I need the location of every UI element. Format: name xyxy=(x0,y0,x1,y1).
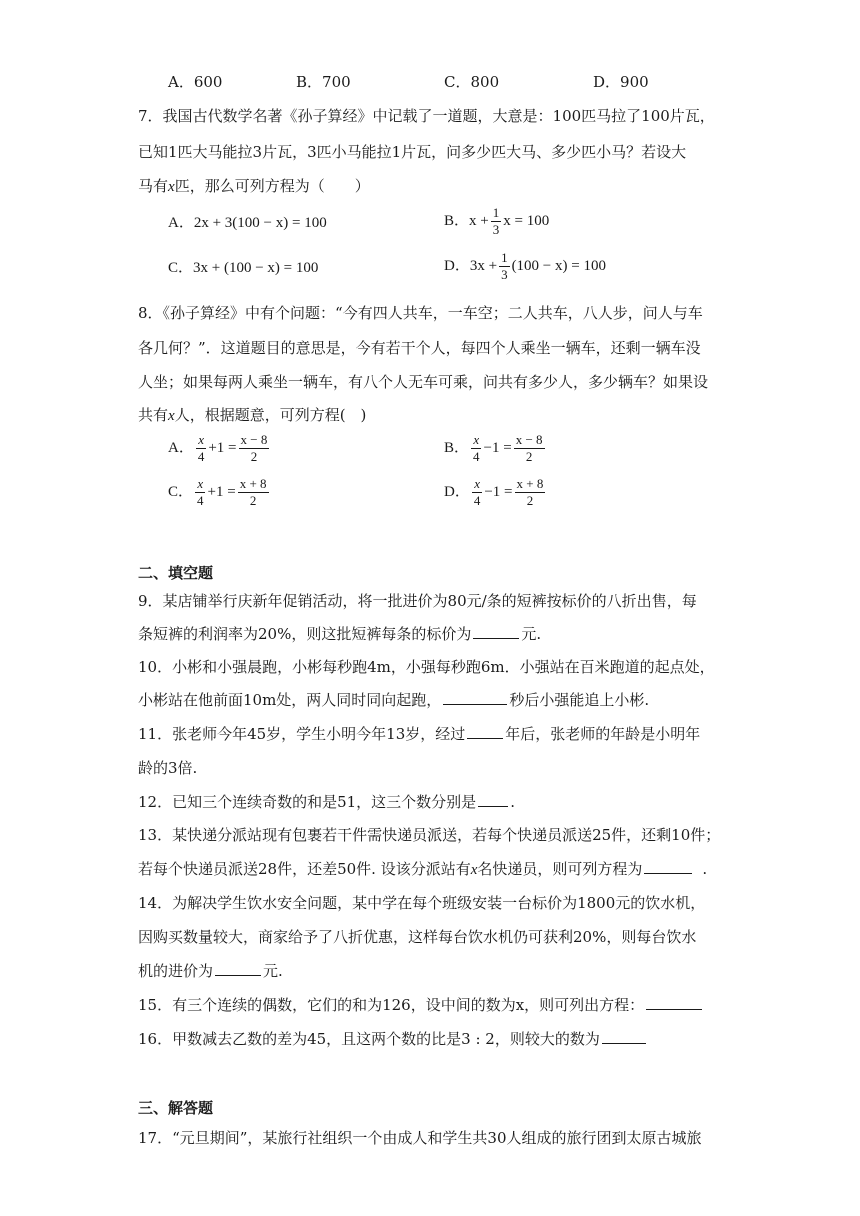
section-2-title: 二、填空题 xyxy=(138,564,214,582)
q11-text-b: 年后，张老师的年龄是小明年 xyxy=(505,725,701,743)
q7-option-a xyxy=(168,213,327,233)
q11-answer-blank[interactable] xyxy=(467,724,503,739)
q8-line-4-text-a: 共有 xyxy=(138,406,169,424)
q7-option-b-post: x = 100 xyxy=(503,212,550,229)
q15-line xyxy=(138,995,704,1015)
q12-answer-blank[interactable] xyxy=(478,792,508,807)
q10-line-2 xyxy=(138,690,649,710)
q6-option-b: B．700 xyxy=(296,73,351,91)
fraction-numerator: x xyxy=(197,476,204,491)
q8-variable-x: x xyxy=(168,408,175,424)
q8-option-c-left-fraction xyxy=(195,476,206,509)
q13-answer-blank[interactable] xyxy=(644,859,692,874)
q7-line-3 xyxy=(138,176,370,197)
fraction-denominator: 3 xyxy=(501,267,508,282)
q13-line-2 xyxy=(138,859,707,880)
q12-text-b: . xyxy=(510,793,515,811)
q8-option-a-right-fraction xyxy=(239,432,270,465)
q12-text-a: 12．已知三个连续奇数的和是51，这三个数分别是 xyxy=(138,793,477,811)
q7-option-a-label: A． xyxy=(168,215,194,231)
fraction-denominator: 4 xyxy=(473,493,481,508)
q14-line-1: 14．为解决学生饮水安全问题，某中学在每个班级安装一台标价为1800元的饮水机， xyxy=(138,894,706,912)
q9-answer-blank[interactable] xyxy=(473,624,519,639)
fraction-denominator: 2 xyxy=(250,449,258,464)
q8-option-label: B． xyxy=(444,439,470,456)
q10-text-a: 小彬站在他前面10m处，两人同时同向起跑， xyxy=(138,691,442,709)
fraction-denominator: 3 xyxy=(492,222,500,237)
q9-line-1: 9．某店铺举行庆新年促销活动，将一批进价为80元/条的短裤按标价的八折出售，每 xyxy=(138,592,697,610)
q8-option-label: A． xyxy=(168,439,194,456)
q8-option-a xyxy=(168,432,271,465)
q15-answer-blank[interactable] xyxy=(646,995,702,1010)
q7-line-2: 已知1匹大马能拉3片瓦，3匹小马能拉1片瓦，问多少匹大马、多少匹小马？若设大 xyxy=(138,143,687,161)
q7-option-d xyxy=(444,250,606,283)
q14-text-a: 机的进价为 xyxy=(138,962,214,980)
q10-answer-blank[interactable] xyxy=(443,690,507,705)
q13-text-a: 若每个快递员派送28件，还差50件. 设该分派站有 xyxy=(138,860,471,878)
q7-option-b xyxy=(444,205,549,238)
q7-option-d-label: D． xyxy=(444,257,470,274)
fraction-numerator: x + 8 xyxy=(239,476,267,491)
q7-line-3-text-a: 马有 xyxy=(138,177,169,195)
q6-option-c: C．800 xyxy=(444,73,500,91)
q7-option-a-equation: 2x + 3(100 − x) = 100 xyxy=(193,215,327,231)
q10-text-b: 秒后小强能追上小彬. xyxy=(509,691,650,709)
q8-line-3: 人坐；如果每两人乘坐一辆车，有八个人无车可乘，问共有多少人，多少辆车？如果设 xyxy=(138,373,709,391)
q8-line-4-text-b: 人，根据题意，可列方程( ) xyxy=(174,406,367,424)
q16-answer-blank[interactable] xyxy=(602,1029,646,1044)
q8-line-4 xyxy=(138,405,366,426)
q17-line-1: 17．“元旦期间”，某旅行社组织一个由成人和学生共30人组成的旅行团到太原古城旅 xyxy=(138,1129,702,1147)
q8-option-operator: +1 = xyxy=(208,439,237,456)
q8-option-operator: −1 = xyxy=(483,439,512,456)
fraction-numerator: x + 8 xyxy=(516,476,544,491)
q14-text-b: 元. xyxy=(263,962,283,980)
q9-text-b: 元. xyxy=(521,625,542,643)
fraction-denominator: 4 xyxy=(197,449,205,464)
q9-text-a: 条短裤的利润率为20%，则这批短裤每条的标价为 xyxy=(138,625,472,643)
q8-option-operator: −1 = xyxy=(484,483,513,500)
q14-answer-blank[interactable] xyxy=(215,961,261,976)
q8-option-d xyxy=(444,476,547,509)
fraction-denominator: 4 xyxy=(473,449,480,464)
q7-option-b-pre: x + xyxy=(469,212,489,229)
q8-option-label: C． xyxy=(168,483,194,500)
fraction-numerator: x − 8 xyxy=(240,432,268,447)
q8-option-c xyxy=(168,476,271,509)
fraction-numerator: x xyxy=(198,432,204,447)
q7-line-3-text-b: 匹，那么可列方程为（ ） xyxy=(174,177,370,195)
q8-option-b xyxy=(444,432,547,465)
q8-option-a-left-fraction xyxy=(196,432,207,465)
q7-variable-x: x xyxy=(168,179,175,195)
q7-option-b-fraction xyxy=(491,205,502,238)
q10-line-1: 10．小彬和小强晨跑，小彬每秒跑4m，小强每秒跑6m．小强站在百米跑道的起点处， xyxy=(138,658,715,676)
q8-option-operator: +1 = xyxy=(207,483,236,500)
q8-option-c-right-fraction xyxy=(238,476,269,509)
q7-option-c-label: C． xyxy=(168,260,194,276)
q13-text-b: 名快递员，则可列方程为 xyxy=(477,860,643,878)
q7-line-1: 7．我国古代数学名著《孙子算经》中记载了一道题，大意是：100匹马拉了100片瓦， xyxy=(138,107,715,125)
q8-option-d-right-fraction xyxy=(515,476,546,509)
q8-line-1: 8．《孙子算经》中有个问题：“今有四人共车，一车空；二人共车，八人步，问人与车 xyxy=(138,304,703,322)
q9-line-2 xyxy=(138,624,541,644)
q6-option-a: A．600 xyxy=(168,73,223,91)
q14-line-2: 因购买数量较大，商家给予了八折优惠，这样每台饮水机仍可获利20%，则每台饮水 xyxy=(138,928,697,946)
q11-line-2: 龄的3倍. xyxy=(138,759,198,777)
fraction-numerator: 1 xyxy=(501,250,508,265)
q11-line-1 xyxy=(138,724,700,744)
fraction-numerator: x − 8 xyxy=(515,432,543,447)
q13-text-c: . xyxy=(702,860,708,878)
fraction-numerator: 1 xyxy=(492,205,500,220)
section-3-title: 三、解答题 xyxy=(138,1099,214,1117)
q12-line xyxy=(138,792,515,812)
q13-line-1: 13．某快递分派站现有包裹若干件需快递员派送，若每个快递员派送25件，还剩10件； xyxy=(138,826,721,844)
fraction-denominator: 2 xyxy=(249,493,257,508)
fraction-denominator: 2 xyxy=(526,493,534,508)
fraction-denominator: 2 xyxy=(525,449,533,464)
fraction-numerator: x xyxy=(474,476,480,491)
q7-option-d-post: (100 − x) = 100 xyxy=(511,257,606,274)
q13-variable-x: x xyxy=(470,862,478,878)
q7-option-c xyxy=(168,258,318,278)
q14-line-3 xyxy=(138,961,283,981)
q16-text: 16．甲数减去乙数的差为45，且这两个数的比是3 : 2，则较大的数为 xyxy=(138,1030,600,1048)
q8-option-b-right-fraction xyxy=(514,432,545,465)
q7-option-d-pre: 3x + xyxy=(469,257,498,274)
q7-option-d-fraction xyxy=(499,250,510,283)
q8-line-2: 各几何？”．这道题目的意思是，今有若干个人，每四个人乘坐一辆车，还剩一辆车没 xyxy=(138,339,701,357)
q8-option-d-left-fraction xyxy=(472,476,483,509)
q11-text-a: 11．张老师今年45岁，学生小明今年13岁，经过 xyxy=(138,725,466,743)
q8-option-label: D． xyxy=(444,483,470,500)
q8-option-b-left-fraction xyxy=(471,432,482,465)
q15-text: 15．有三个连续的偶数，它们的和为126，设中间的数为x，则可列出方程： xyxy=(138,996,645,1014)
q7-option-b-label: B． xyxy=(444,212,470,229)
q16-line xyxy=(138,1029,648,1049)
q6-option-d: D．900 xyxy=(593,73,649,91)
q7-option-c-equation: 3x + (100 − x) = 100 xyxy=(193,260,319,276)
fraction-denominator: 4 xyxy=(197,493,204,508)
fraction-numerator: x xyxy=(473,432,480,447)
